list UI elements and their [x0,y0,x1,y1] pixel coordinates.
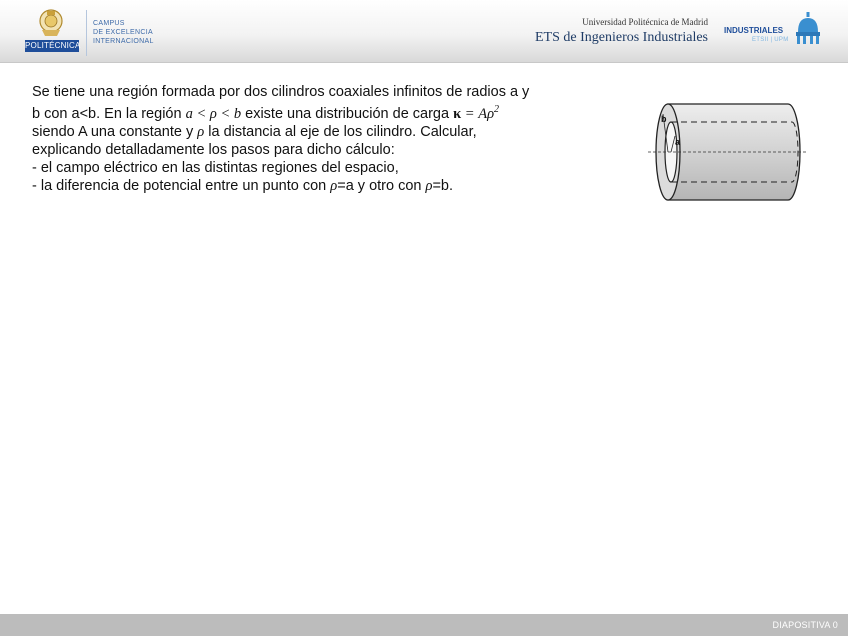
problem-text: - el campo eléctrico en las distintas regiones del espacio, [32,159,399,176]
label-b: b [661,114,667,124]
upm-crest-icon [37,8,65,38]
school-name: ETS de Ingenieros Industriales [534,30,708,45]
math-kappa: κ [453,105,462,122]
upm-logo-text: POLITÉCNICA [25,41,81,50]
campus-line: INTERNACIONAL [93,38,154,45]
slide-header [0,0,848,63]
problem-text: - la diferencia de potencial entre un punto con [32,177,331,194]
problem-line [32,177,612,195]
problem-line [32,141,612,159]
industriales-word: INDUSTRIALES [724,26,784,35]
campus-line: DE EXCELENCIA [93,29,153,36]
industriales-logo [724,12,822,46]
problem-line [32,83,612,101]
problem-line [32,159,612,177]
problem-text: explicando detalladamente los pasos para dicho cálculo: [32,141,395,158]
problem-text: =a y otro con [337,177,426,194]
problem-line [32,123,612,141]
campus-divider [86,10,87,56]
campus-excelencia-text [93,19,154,46]
math-charge-expression: = Aρ [461,105,495,122]
math-inequality: a < ρ < b [185,105,242,122]
problem-text: la distancia al eje de los cilindro. Calcular, [204,123,477,140]
coaxial-cylinders-figure [646,100,810,204]
math-rho: ρ [425,177,433,194]
problem-text: b con a<b. En la región [32,105,186,122]
problem-text: =b. [432,177,454,194]
dome-icon [794,12,822,44]
university-name: Universidad Politécnica de Madrid [582,17,708,27]
problem-text: siendo A una constante y [32,123,198,140]
slide-number-label: DIAPOSITIVA 0 [772,620,838,630]
campus-line: CAMPUS [93,20,125,27]
math-rho: ρ [330,177,338,194]
problem-text: Se tiene una región formada por dos cilindros coaxiales infinitos de radios a y [32,84,530,100]
slide-footer [0,614,848,636]
math-rho: ρ [197,123,205,140]
math-exponent: 2 [494,104,500,115]
problem-text: existe una distribución de carga [241,105,454,122]
label-a: a [675,137,681,147]
industriales-sub: ETSII | UPM [752,37,789,43]
problem-line [32,101,612,123]
problem-statement [32,83,612,195]
upm-logo [25,8,79,54]
